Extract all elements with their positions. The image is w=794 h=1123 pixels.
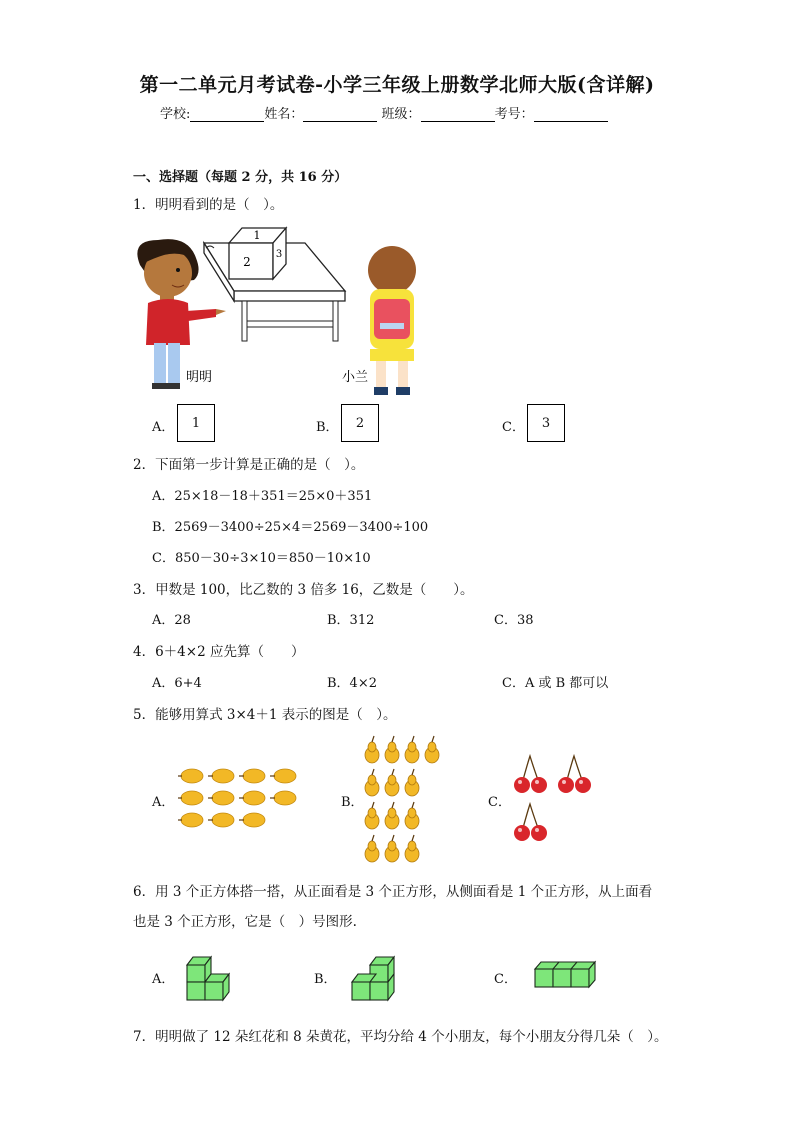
question-6-line-1: 6．用 3 个正方体搭一搭，从正面看是 3 个正方形，从侧面看是 1 个正方形，从上面看: [133, 884, 653, 900]
pear-icon: [405, 835, 419, 862]
q6-step-cubes-icon: [348, 952, 396, 1004]
mango-icon: [239, 791, 265, 805]
q6-option-c[interactable]: C．: [494, 972, 517, 987]
pear-icon: [385, 835, 399, 862]
q2-option-a[interactable]: A．25×18－18＋351＝25×0＋351: [152, 489, 373, 504]
mango-icon: [178, 769, 203, 783]
cube-face-side: 3: [275, 249, 283, 260]
mango-icon: [178, 813, 203, 827]
mango-icon: [178, 791, 203, 805]
page-title: 第一二单元月考试卷-小学三年级上册数学北师大版(含详解): [139, 74, 655, 96]
q2-option-c[interactable]: C．850－30÷3×10＝850－10×10: [152, 551, 371, 566]
q5-option-b[interactable]: B．: [341, 795, 364, 810]
question-1: 1．明明看到的是（ ）。: [133, 197, 284, 213]
girl-xiaolan-icon: [368, 246, 416, 395]
pear-icon: [365, 769, 379, 796]
q5-option-a[interactable]: A．: [152, 795, 175, 810]
q4-option-b[interactable]: B．4×2: [327, 676, 377, 691]
cherry-icon: [514, 804, 547, 841]
q5-mango-picture: [178, 764, 303, 832]
pear-icon: [385, 769, 399, 796]
student-info-line: [160, 103, 608, 122]
q6-option-a[interactable]: A．: [152, 972, 175, 987]
q5-cherry-picture: [508, 752, 598, 847]
section-heading: 一、选择题（每题 2 分，共 16 分）: [133, 170, 348, 185]
q6-l-shape-cubes-icon: [183, 952, 233, 1004]
q5-pear-picture: [362, 732, 444, 866]
cherry-icon: [514, 756, 547, 793]
pear-icon: [405, 736, 419, 763]
q1-option-a[interactable]: 1: [177, 404, 215, 442]
mango-icon: [270, 769, 296, 783]
name-field[interactable]: [303, 107, 377, 122]
mango-icon: [270, 791, 296, 805]
pear-icon: [425, 736, 439, 763]
pear-icon: [405, 802, 419, 829]
pear-icon: [385, 736, 399, 763]
q1-option-b[interactable]: 2: [341, 404, 379, 442]
q1-option-c[interactable]: 3: [527, 404, 565, 442]
label-mingming: 明明: [186, 370, 213, 385]
q3-option-c[interactable]: C．38: [494, 613, 534, 628]
q4-option-a[interactable]: A．6+4: [152, 676, 202, 691]
cherry-icon: [558, 756, 591, 793]
question-3: 3．甲数是 100，比乙数的 3 倍多 16，乙数是（ ）。: [133, 582, 474, 598]
q6-option-b[interactable]: B．: [314, 972, 337, 987]
mango-icon: [208, 813, 234, 827]
q1-option-b-label: B．: [316, 420, 339, 435]
class-label: 班级：: [381, 107, 421, 122]
q3-option-b[interactable]: B．312: [327, 613, 375, 628]
q3-option-a[interactable]: A．28: [152, 613, 191, 628]
mango-icon: [239, 813, 265, 827]
question-7: 7．明明做了 12 朵红花和 8 朵黄花，平均分给 4 个小朋友，每个小朋友分得几朵（ ）。: [133, 1029, 668, 1045]
q2-option-b[interactable]: B．2569－3400÷25×4＝2569－3400÷100: [152, 520, 429, 535]
question-6-line-2: 也是 3 个正方形，它是（ ）号图形.: [133, 914, 357, 930]
pear-icon: [405, 769, 419, 796]
pear-icon: [365, 736, 379, 763]
label-xiaolan: 小兰: [342, 370, 369, 385]
pear-icon: [385, 802, 399, 829]
q6-row-cubes-icon: [532, 958, 598, 992]
mango-icon: [208, 769, 234, 783]
cube-icon: [229, 228, 286, 279]
q5-option-c[interactable]: C．: [488, 795, 511, 810]
class-field[interactable]: [421, 107, 495, 122]
question-5: 5．能够用算式 3×4＋1 表示的图是（ ）。: [133, 707, 397, 723]
question-4: 4．6＋4×2 应先算（ ）: [133, 644, 305, 660]
number-label: 考号：: [494, 107, 534, 122]
mango-icon: [208, 791, 234, 805]
school-field[interactable]: [190, 107, 264, 122]
q4-option-c[interactable]: C．A 或 B 都可以: [502, 676, 609, 691]
pear-icon: [365, 802, 379, 829]
mango-icon: [239, 769, 265, 783]
name-label: 姓名：: [264, 107, 304, 122]
question-2: 2．下面第一步计算是正确的是（ ）。: [133, 457, 365, 473]
q1-illustration: [130, 215, 430, 400]
number-field[interactable]: [534, 107, 608, 122]
cube-face-top: 1: [253, 229, 261, 242]
school-label: 学校:: [160, 107, 191, 122]
q1-option-c-label: C．: [502, 420, 525, 435]
pear-icon: [365, 835, 379, 862]
q1-option-a-label: A．: [152, 420, 175, 435]
cube-face-front: 2: [243, 255, 251, 269]
